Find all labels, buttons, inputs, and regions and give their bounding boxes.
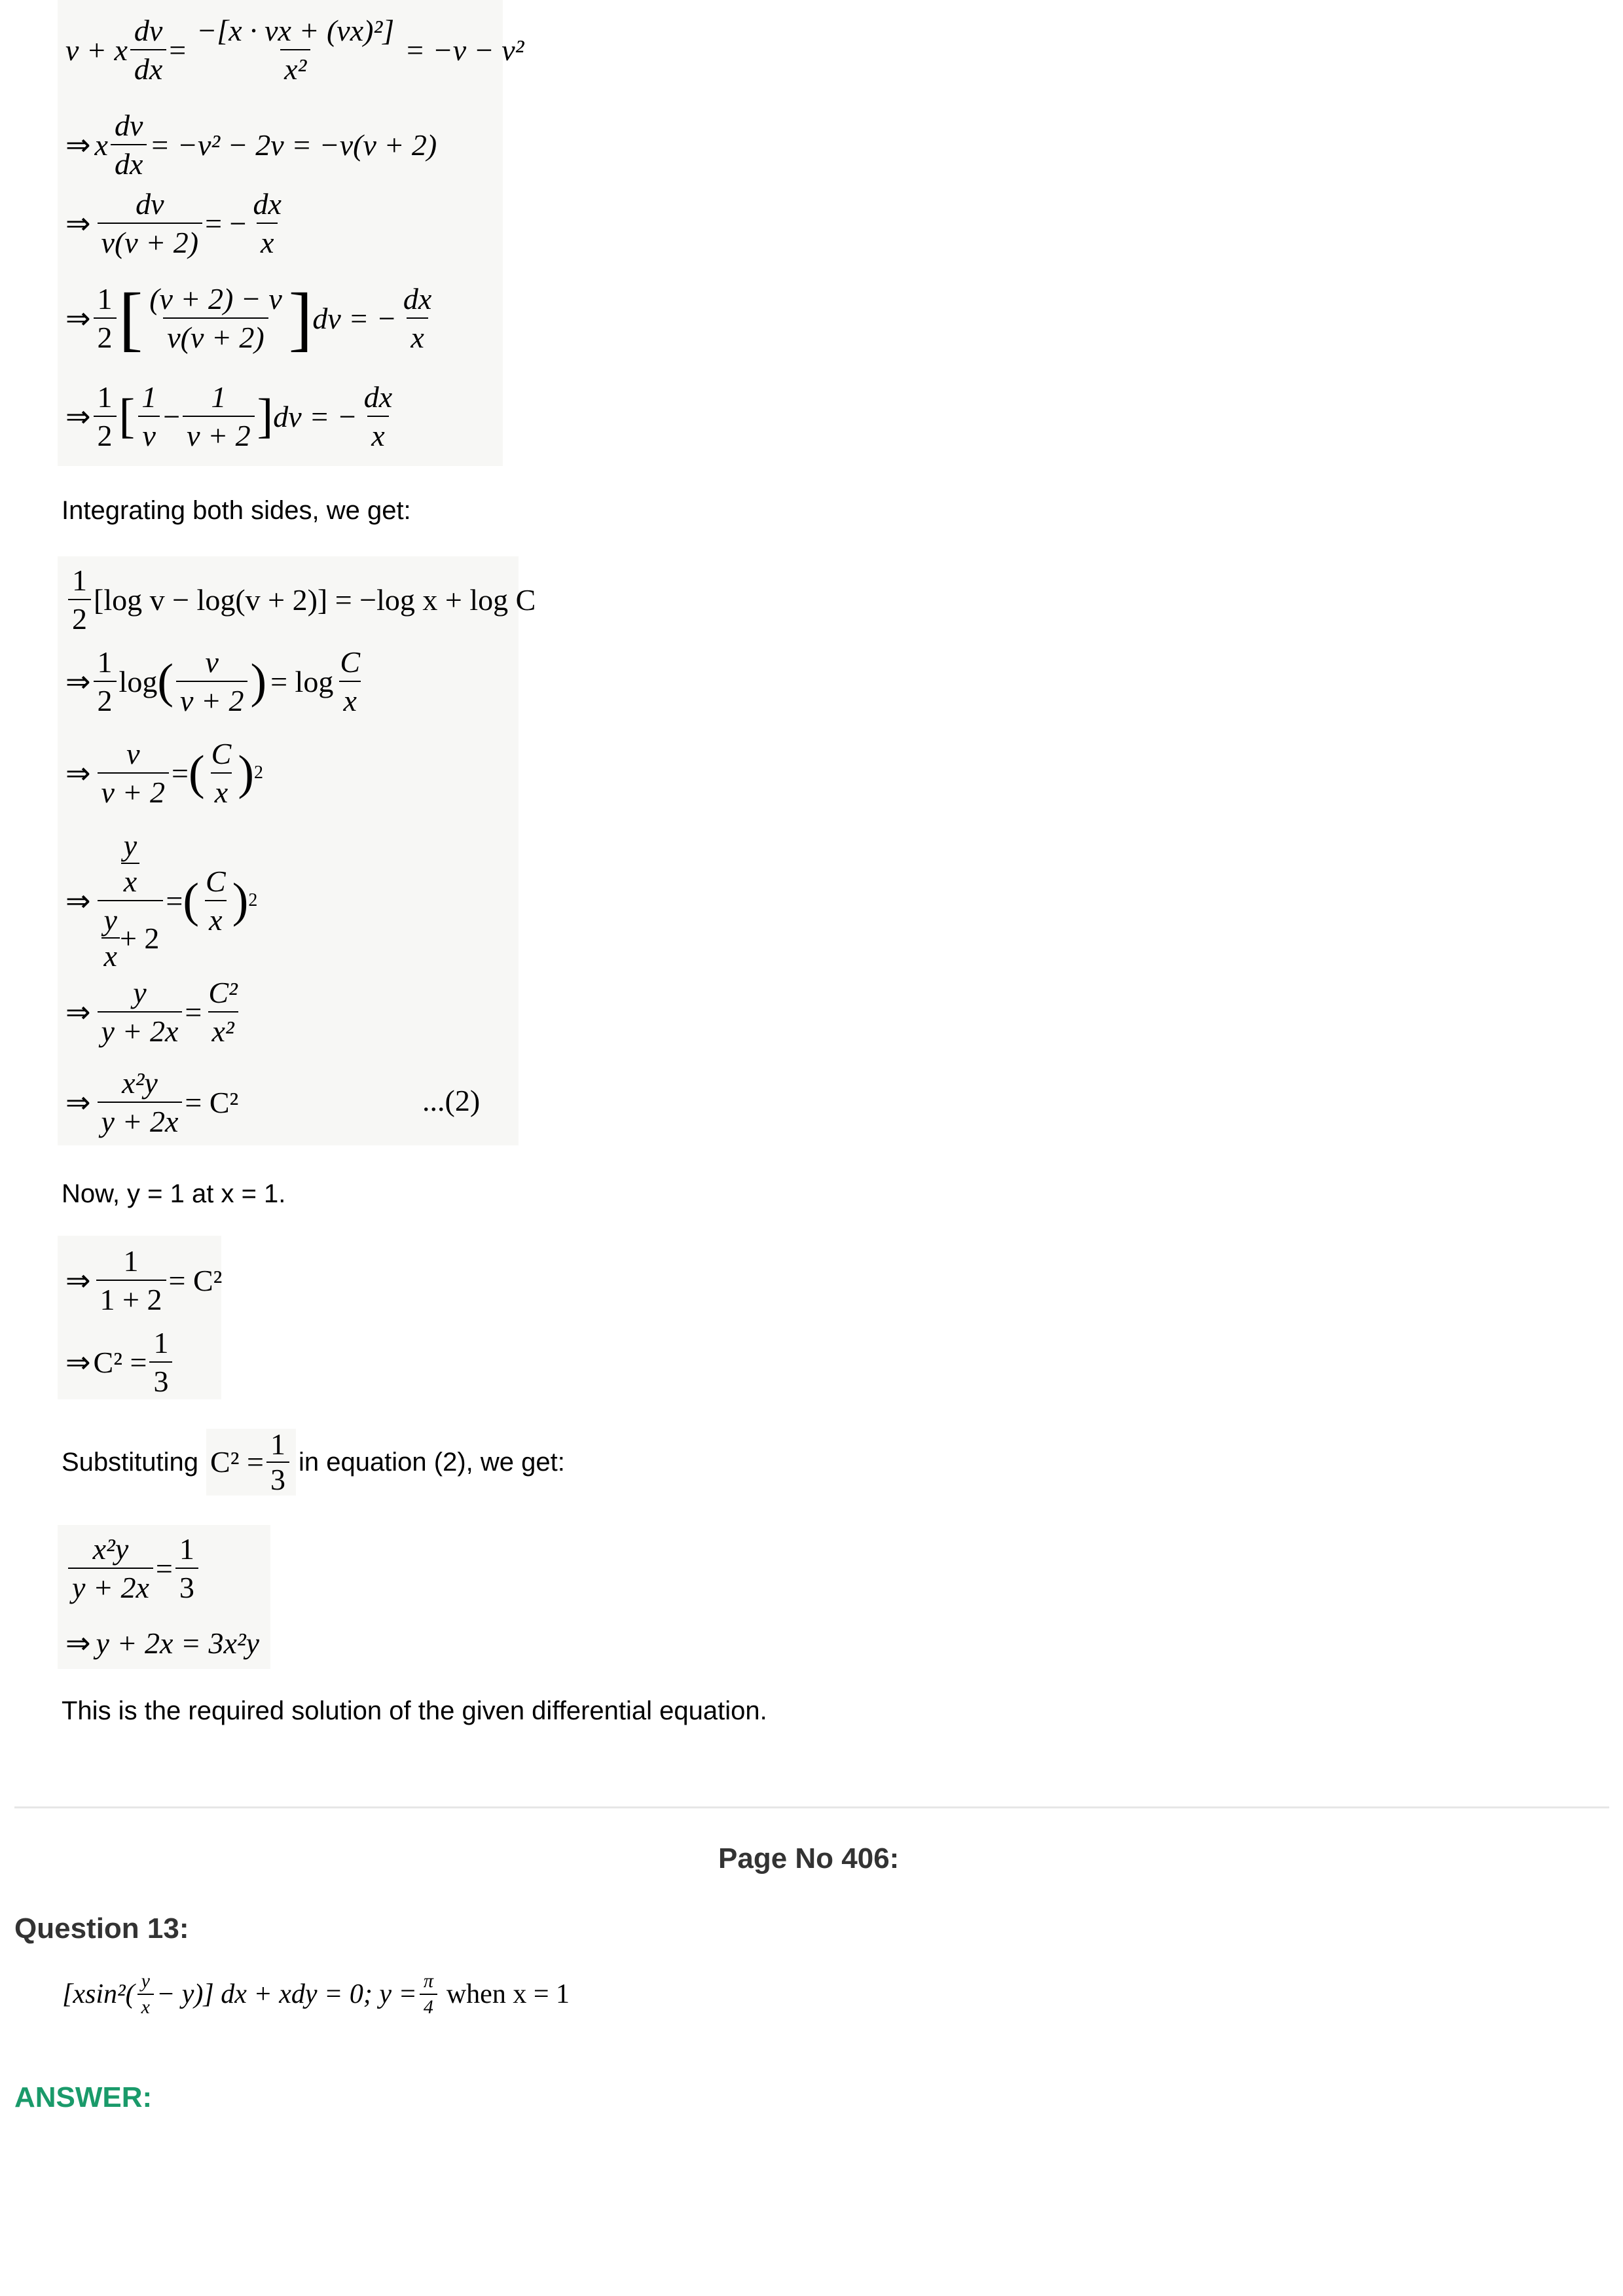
fraction: $\frac{dv}{dx}$: [111, 108, 147, 181]
eq-text: log: [119, 664, 158, 698]
fraction: $\frac{dv}{dx}$: [130, 13, 166, 86]
eq-text: = −v² − 2v = −v(v + 2): [149, 128, 437, 162]
fraction: $\frac{v}{v + 2}$: [98, 736, 169, 810]
fraction: $\frac{C}{x}$: [206, 865, 226, 937]
eq-text: = −: [205, 206, 247, 240]
answer-label: ANSWER:: [14, 2081, 153, 2113]
eq1-line-4: [65, 278, 438, 358]
eq-text: =: [172, 756, 189, 790]
eq1-line-5: [65, 380, 399, 453]
question-label: Question 13:: [14, 1912, 189, 1945]
implies-arrow: ⇒: [65, 128, 91, 162]
fraction: $\frac{v}{v + 2}$: [176, 645, 247, 718]
fraction: $\frac{dx}{x}$: [363, 380, 393, 452]
text-required-solution: This is the required solution of the given differential equation.: [62, 1696, 767, 1725]
eq3-line-2: [65, 1325, 175, 1399]
eq-text: y + 2x = 3x²y: [96, 1626, 260, 1660]
eq2-line-5: [65, 975, 244, 1049]
eq-text: = log: [270, 664, 334, 698]
implies-arrow: ⇒: [65, 665, 91, 698]
open-bracket: [: [119, 389, 136, 443]
eq-text: dv = −: [312, 301, 397, 335]
eq-text: =: [166, 884, 183, 918]
open-paren: (: [188, 746, 205, 800]
implies-arrow: ⇒: [65, 1626, 91, 1660]
eq-text: = C²: [168, 1263, 223, 1297]
fraction: $\frac{1}{2}$: [94, 281, 117, 355]
close-bracket: ]: [257, 389, 274, 443]
fraction: $\frac{1}{2}$: [94, 380, 117, 453]
fraction: $\frac{dx}{x}$: [403, 282, 432, 354]
fraction: $\frac{\text{x²y}}{y + 2x}$: [68, 1532, 153, 1605]
close-bracket: ]: [288, 278, 313, 358]
fraction: $\frac{C}{x}$: [340, 645, 361, 717]
inline-equation: C² = $\frac{1}{3}$: [206, 1429, 296, 1496]
close-paren: ): [238, 746, 254, 800]
eq-text: =: [155, 1551, 173, 1585]
eq2-line-2: [65, 645, 367, 718]
eq-text: [log v − log(v + 2)] = −log x + log C: [94, 583, 536, 617]
eq-text: when x = 1: [446, 1979, 570, 2009]
fraction: $\frac{(v + 2) - v}{v(v + 2)}$: [149, 282, 282, 354]
divider: [14, 1806, 1609, 1808]
eq-text: =: [185, 995, 202, 1029]
fraction: $\frac{1}{2}$: [68, 563, 91, 636]
eq-text: dv = −: [273, 399, 357, 433]
equation-tag: ...(2): [422, 1084, 481, 1117]
fraction: $\frac{1}{3}$: [149, 1325, 172, 1399]
eq-text: =: [169, 33, 187, 67]
eq2-line-1: [65, 563, 536, 636]
implies-arrow: ⇒: [65, 884, 91, 918]
implies-arrow: ⇒: [65, 996, 91, 1029]
fraction: $\frac{\text{x²y}}{y + 2x}$: [98, 1066, 183, 1139]
implies-arrow: ⇒: [65, 400, 91, 433]
fraction: $\frac{C}{x}$: [211, 737, 232, 809]
fraction: $\frac{\pi}{4}$: [420, 1970, 437, 2018]
open-paren: (: [157, 655, 173, 708]
eq-text: −: [163, 399, 181, 433]
implies-arrow: ⇒: [65, 1346, 91, 1379]
fraction: $\frac{\text{−[x · vx + (vx)²]}}{\text{x²}}$: [196, 14, 395, 86]
eq-text: v + x: [65, 33, 128, 67]
fraction: $\frac{dv}{v(v + 2)}$: [98, 187, 203, 260]
eq4-line-1: [65, 1532, 201, 1605]
eq1-line-3: [65, 187, 288, 260]
fraction: $\frac{1}{v}$: [137, 380, 160, 453]
eq-text: − y)] dx + xdy = 0; y =: [156, 1979, 417, 2009]
eq-text: = C²: [185, 1085, 239, 1119]
eq3-line-1: [65, 1244, 222, 1317]
fraction: $\frac{1}{2}$: [94, 645, 117, 718]
fraction: $\frac{1}{1 + 2}$: [96, 1244, 166, 1317]
open-bracket: [: [119, 278, 143, 358]
eq1-line-2: [65, 108, 437, 181]
text-integrating: Integrating both sides, we get:: [62, 496, 411, 525]
page-number: Page No 406:: [718, 1842, 900, 1874]
fraction: $\frac{y}{x}$: [137, 1970, 154, 2018]
fraction: $\frac{dx}{x}$: [253, 187, 282, 259]
text-substituting: Substituting C² = $\frac{1}{3}$ in equation (2), we get:: [62, 1427, 565, 1496]
open-paren: (: [183, 874, 200, 927]
eq-text: = −v − v²: [405, 33, 524, 67]
eq-text: C² =: [93, 1345, 147, 1379]
fraction: $\frac{1}{3}$: [175, 1532, 198, 1605]
fraction: $\frac{\text{C²}}{\text{x²}}$: [208, 976, 238, 1048]
question-equation: [62, 1970, 570, 2018]
eq-text: [xsin²(: [62, 1979, 135, 2009]
fraction: $\frac{y}{y + 2x}$: [98, 975, 183, 1049]
eq-text: x: [94, 128, 108, 162]
implies-arrow: ⇒: [65, 207, 91, 240]
compound-fraction: y x y x + 2: [98, 828, 164, 973]
eq1-line-1: [65, 13, 524, 86]
close-paren: ): [232, 874, 249, 927]
close-paren: ): [250, 655, 267, 708]
eq2-line-4: ⇒ y x y x + 2 = ( $\frac{C}{x}$ ) 2: [65, 829, 258, 973]
eq2-line-6: [65, 1066, 238, 1139]
text-now: Now, y = 1 at x = 1.: [62, 1179, 286, 1208]
eq4-line-2: [65, 1625, 259, 1660]
implies-arrow: ⇒: [65, 1264, 91, 1297]
fraction: $\frac{1}{v + 2}$: [183, 380, 254, 453]
implies-arrow: ⇒: [65, 302, 91, 335]
eq2-line-3: ⇒ $\frac{v}{v + 2}$ = ( $\frac{C}{x}$ ) 2: [65, 737, 263, 809]
implies-arrow: ⇒: [65, 757, 91, 790]
implies-arrow: ⇒: [65, 1086, 91, 1119]
